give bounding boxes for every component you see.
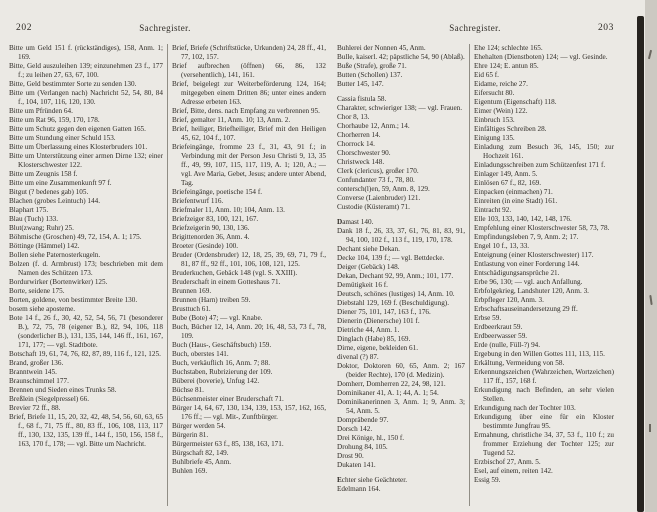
column-rule (167, 44, 168, 506)
index-entry: Erbschaftsauseinandersetzung 29 ff. (474, 305, 578, 313)
index-entry: Brennen und Sieden eines Trunks 58. (9, 386, 117, 394)
index-entry: Doktor, Doktoren 60, 65, Anm. 2; 167 (beider Rechte), 170 (d. Medizin). (337, 362, 465, 379)
index-entry: Blut(zwang; Ruhr) 25. (9, 224, 74, 232)
index-entry: Bitte, Geld bestimmter Sorte zu senden 130. (9, 80, 137, 88)
index-entry: Ermahnung, christliche 34, 37, 53 f., 110 f.; zu frommer Erziehung der Tochter 125; zur Tugend 52. (474, 431, 614, 457)
index-entry: Bitte um Rat 96, 159, 170, 178. (9, 116, 100, 124)
index-entry: Büchse 81. (172, 386, 204, 394)
index-entry: Bitte um Zeugnis 158 f. (9, 170, 78, 178)
index-entry: Bitte um Überlassung eines Klosterbruders 101. (9, 143, 148, 151)
index-entry: Briefmaler 11, Anm. 10; 104, Anm. 13. (172, 206, 285, 214)
index-entry: Einlösen 67 f., 82, 169. (474, 179, 542, 187)
index-entry: Einreiten (in eine Stadt) 161. (474, 197, 558, 205)
book-edge-pages (645, 0, 657, 512)
index-entry: Brevier 72 ff., 88. (9, 404, 61, 412)
index-entry: divenal (?) 87. (337, 353, 379, 361)
scan-artifact (649, 424, 651, 432)
index-entry: Erbe 96, 130; — vgl. auch Anfallung. (474, 278, 583, 286)
index-entry: Chorhaube 12, Anm.; 14. (337, 122, 410, 130)
index-entry: Damast 140. (337, 218, 374, 226)
index-entry: Bitte um eine Zusammenkunft 97 f. (9, 179, 112, 187)
index-column (474, 44, 614, 506)
index-entry: Brand, großer 136. (9, 359, 64, 367)
index-entry: Erde (nulle, Füll-?) 94. (474, 341, 541, 349)
index-entry: Erzbischof 27, Anm. 5. (474, 458, 541, 466)
index-entry: Butten (Schollen) 137. (337, 71, 403, 79)
index-entry: Converse (Laienbruder) 121. (337, 194, 421, 202)
index-entry: Eimer (Wein) 122. (474, 107, 528, 115)
index-entry: Einpacken (einmachen) 71. (474, 188, 553, 196)
index-entry: Blau (Tuch) 133. (9, 215, 59, 223)
index-entry: Erkältung, Vermeidung von 58. (474, 359, 565, 367)
index-entry: Christweck 148. (337, 158, 385, 166)
index-column (337, 44, 465, 506)
index-entry: Böttinge (Hämmel) 142. (9, 242, 80, 250)
index-entry: Branntwein 145. (9, 368, 57, 376)
index-entry: Brief, Briefe 11, 15, 20, 32, 42, 48, 54, 56, 60, 63, 65 f., 68 f., 71, 75 ff., 80, 83 ff., 106, 108, 113, 117 ff., 130, 132, 135, 139 ff., 144 f., 150, 156, 158 f., 163, 170 f., 178; — vgl. Bitte um Nachricht. (9, 413, 163, 448)
index-entry: Bruderkuchen, Gebäck 148 (vgl. S. XXIII). (172, 269, 298, 277)
index-entry: Echter siehe Geächteter. (337, 476, 408, 484)
index-entry: Buchstaben, Rubrizierung der 109. (172, 368, 273, 376)
index-entry: Empfehlung einer Klosterschwester 58, 73, 78. (474, 224, 610, 232)
index-entry: Bote 14 f., 26 f., 30, 42, 52, 54, 56, 71 (besonderer B.), 72, 75, 78 (eigener B.), 82, 94, 106, 118 (sonderlicher B.), 131, 135, 144, 146 ff., 161, 167, 171, 177; — vgl. Stadtbote. (9, 314, 163, 349)
index-entry: Charakter, schwieriger 138; — vgl. Frauen. (337, 104, 463, 112)
index-entry: Brusttuch 61. (172, 305, 211, 313)
index-entry: Bitte um (Verlangen nach) Nachricht 52, 54, 80, 84 f., 104, 107, 116, 120, 130. (9, 89, 163, 106)
text-columns-left (0, 44, 330, 506)
column-rule (469, 44, 470, 506)
page-header-right (330, 23, 640, 37)
index-entry: Briefzeigerin 90, 130, 136. (172, 224, 250, 232)
index-entry: Bitte um Schutz gegen den eigenen Gatten 165. (9, 125, 146, 133)
index-entry: Buhlbriefe 45, Anm. (172, 458, 232, 466)
index-entry: Einlager 149, Anm. 5. (474, 170, 538, 178)
index-entry: Einladungsschreiben zum Schützenfest 171 f. (474, 161, 606, 169)
index-entry: Erbfolgekrieg, Landshuter 120, Anm. 3. (474, 287, 589, 295)
text-columns-right (330, 44, 640, 506)
index-entry: Bürgermeister 63 f., 85, 138, 163, 171. (172, 440, 284, 448)
index-entry: Breßlein (Siegelpressel) 66. (9, 395, 90, 403)
index-entry: Dank 18 f., 26, 33, 37, 61, 76, 81, 83, 91, 94, 100, 102 f., 113 f., 119, 170, 178. (337, 227, 465, 244)
index-entry: Brunnen 169. (172, 287, 212, 295)
index-entry: Diebstahl 129, 169 f. (Beschuldigung). (337, 299, 449, 307)
page-header-left (0, 23, 330, 37)
index-entry: Erkundigung über eine für ein Kloster bestimmte Jungfrau 95. (474, 413, 614, 430)
index-entry: Buch, oberstes 141. (172, 350, 229, 358)
index-entry: Dietriche 44, Anm. 1. (337, 326, 400, 334)
index-entry: Deutsch, schönes (lustiges) 14, Anm. 10. (337, 290, 455, 298)
index-entry: Ehre 124; E. antun 85. (474, 62, 539, 70)
index-entry: Dukaten 141. (337, 461, 376, 469)
index-entry: Bürger 14, 64, 67, 130, 134, 139, 153, 157, 162, 165, 176 ff.; — vgl. Mit-, Zunftbürger. (172, 404, 326, 421)
index-entry: Erbse 59. (474, 314, 502, 322)
index-entry: Butter 145, 147. (337, 80, 384, 88)
index-entry: Elle 103, 133, 140, 142, 148, 176. (474, 215, 572, 223)
index-entry: Ehehalten (Dienstboten) 124; — vgl. Gesinde. (474, 53, 608, 61)
index-entry: Enteignung (einer Klosterschwester) 117. (474, 251, 594, 259)
index-entry: contersch(l)en, 59, Anm. 8, 129. (337, 185, 430, 193)
index-entry: Briefentwurf 116. (172, 197, 224, 205)
index-entry: Bitte um Stundung einer Schuld 153. (9, 134, 116, 142)
index-entry: Dirne, eigene, bekleiden 61. (337, 344, 419, 352)
index-entry: Borten, goldene, von bestimmter Breite 130. (9, 296, 138, 304)
index-entry: Bürgschaft 82, 149. (172, 449, 229, 457)
index-entry: Einbruch 153. (474, 116, 515, 124)
index-entry: Bordurwirker (Bortenwirker) 125. (9, 278, 108, 286)
index-entry: Erkundigung nach der Tochter 103. (474, 404, 576, 412)
index-entry: Essig 59. (474, 476, 501, 484)
index-entry: Buhlerei der Nonnen 45, Anm. (337, 44, 426, 52)
index-entry: Chorherren 14. (337, 131, 381, 139)
index-entry: Chorschwester 90. (337, 149, 391, 157)
index-entry: bosem siehe aposteme. (9, 305, 76, 313)
index-entry: Dechant siehe Dekan. (337, 245, 400, 253)
index-entry: Briefzeiger 83, 100, 121, 167. (172, 215, 259, 223)
index-entry: Empfindungsleben 7, 9, Anm. 2; 17. (474, 233, 579, 241)
page-number-right: 203 (597, 23, 614, 33)
index-entry: Bollen siehe Paternosterkugeln. (9, 251, 101, 259)
index-entry: Dominikanerinnen 3, Anm. 1; 9, Anm. 3; 54, Anm. 5. (337, 398, 465, 415)
index-entry: Entschädigungsansprüche 21. (474, 269, 560, 277)
running-title-right: Sachregister. (449, 23, 501, 33)
index-entry: Bruder (Ordensbruder) 12, 18, 25, 39, 69, 71, 79 f., 81, 87 ff., 92 ff., 101, 106, 108, 121, 125. (172, 251, 326, 268)
index-entry: Bitgut (? bedenes gab) 105. (9, 188, 89, 196)
index-entry: Decke 104, 139 f.; — vgl. Bettdecke. (337, 254, 445, 262)
index-entry: Einfältiges Schreiben 28. (474, 125, 547, 133)
index-entry: Dominikaner 41, A. 1; 44, A. 1; 54. (337, 389, 439, 397)
index-entry: Eifersucht 80. (474, 89, 515, 97)
index-entry: Brunnen (Harn) treiben 59. (172, 296, 251, 304)
index-entry: Drost 90. (337, 452, 364, 460)
index-entry: Dompräbende 97. (337, 416, 389, 424)
index-entry: Bruderschaft in einem Gotteshaus 71. (172, 278, 281, 286)
index-entry: Ergebung in den Willen Gottes 111, 113, 115. (474, 350, 605, 358)
index-entry: Dekan, Dechant 92, 99, Anm.; 101, 177. (337, 272, 454, 280)
index-entry: Briefeingänge, poetische 154 f. (172, 188, 263, 196)
index-entry: Brief aufbrechen (öffnen) 66, 86, 132 (versehentlich), 141, 161. (172, 62, 326, 79)
index-entry: Erbpfleger 120, Anm. 3. (474, 296, 544, 304)
index-entry: Bürger werden 54. (172, 422, 226, 430)
index-entry: Brief, beigelegt zur Weiterbeförderung 124, 164; mitgegeben einem Dritten 86; unter eines andern Adresse erbeten 163. (172, 80, 326, 106)
index-entry: Brief, gemalter 11, Anm. 10; 13, Anm. 2. (172, 116, 291, 124)
index-entry: Bulle, kaiserl. 42; päpstliche 54, 90 (Ablaß). (337, 53, 465, 61)
index-entry: Bürgerin 81. (172, 431, 209, 439)
index-entry: Entlastung von einer Forderung 144. (474, 260, 580, 268)
index-entry: Dinglach (Habe) 85, 169. (337, 335, 411, 343)
index-entry: Bitte, Geld auszuleihen 139; einzunehmen 23 f., 177 f.; zu leihen 27, 63, 67, 100. (9, 62, 163, 79)
index-entry: Einigung 135. (474, 134, 515, 142)
index-column (172, 44, 326, 506)
index-entry: Eintracht 92. (474, 206, 512, 214)
index-entry: Edelmann 164. (337, 485, 381, 493)
index-entry: Drohung 84, 105. (337, 443, 388, 451)
index-entry: Buhlen 169. (172, 467, 208, 475)
index-entry: Brief, Bitte, dens. nach Empfang zu verbrennen 95. (172, 107, 320, 115)
index-entry: Briefeingänge, fromme 23 f., 31, 43, 91 f.; in Verbindung mit der Person Jesu Christi 9, 13, 35 ff., 49, 99, 107, 115, 117, 119, A. 1; 120, A.; — vgl. Ave Maria, Gebet, Jesus; andere unter Abend, Tag. (172, 143, 326, 187)
index-entry: Böhmische (Groschen) 49, 72, 154, A. 1; 175. (9, 233, 142, 241)
index-entry: Einladung zum Besuch 36, 145, 150; zur Hochzeit 161. (474, 143, 614, 160)
index-column (9, 44, 163, 506)
index-entry: Borte, seidene 175. (9, 287, 65, 295)
index-entry: Bolzen (f. d. Armbrust) 173; beschrieben mit dem Namen des Schützen 173. (9, 260, 163, 277)
index-entry: Chorrock 14. (337, 140, 375, 148)
index-entry: Eigentum (Eigenschaft) 118. (474, 98, 557, 106)
book-edge-shadow (637, 16, 644, 512)
index-entry: Esel, auf einem, reiten 142. (474, 467, 553, 475)
index-entry: Brigittenorden 36, Anm. 4. (172, 233, 250, 241)
index-entry: Cassia fistula 58. (337, 95, 387, 103)
index-entry: Erdbeerkraut 59. (474, 323, 523, 331)
index-entry: Custodie (Küsteramt) 71. (337, 203, 410, 211)
index-entry: Drei Könige, hl., 150 f. (337, 434, 405, 442)
index-entry: Deiger (Gebäck) 148. (337, 263, 400, 271)
index-entry: Bitte um Unterstützung einer armen Dirne 132; einer Klosterschwester 122. (9, 152, 163, 169)
index-entry: Chor 8, 13. (337, 113, 370, 121)
index-entry: Ehe 124; schlechte 165. (474, 44, 543, 52)
index-entry: Broeter (Gesinde) 100. (172, 242, 239, 250)
page-number-left: 202 (16, 23, 33, 33)
index-entry: Diener 75, 101, 147, 163 f., 176. (337, 308, 431, 316)
running-title-left: Sachregister. (139, 23, 191, 33)
index-entry: Botschaft 19, 61, 74, 76, 82, 87, 89, 116 f., 121, 125. (9, 350, 161, 358)
index-entry: Büberei (boverie), Unfug 142. (172, 377, 260, 385)
index-entry: Erdbeerwasser 59. (474, 332, 528, 340)
index-entry: Braunschimmel 177. (9, 377, 69, 385)
index-entry: Büchsenmeister einer Bruderschaft 71. (172, 395, 284, 403)
index-entry: Bube (Bote) 47; — vgl. Knabe. (172, 314, 263, 322)
index-entry: Erkennungszeichen (Wahrzeichen, Wortzeichen) 117 ff., 157, 168 f. (474, 368, 614, 385)
index-entry: Brief, heiliger, Briefheiliger, Brief mit den Heiligen 45, 62, 104 f., 107. (172, 125, 326, 142)
index-entry: Clerk (clericus), großer 170. (337, 167, 419, 175)
index-entry: Eid 65 f. (474, 71, 499, 79)
index-entry: Dorsch 142. (337, 425, 373, 433)
index-entry: Dienerin (Dienersche) 101 f. (337, 317, 420, 325)
index-entry: Buße (Strafe), große 71. (337, 62, 407, 70)
index-entry: Demütigkeit 16 f. (337, 281, 388, 289)
index-entry: Buch (Haus-, Geschäftsbuch) 159. (172, 341, 272, 349)
index-entry: Domherr, Domherren 22, 24, 98, 121. (337, 380, 446, 388)
index-entry: Bitte um Geld 151 f. (rückständiges), 158, Anm. 1; 169. (9, 44, 163, 61)
index-entry: Buch, verkäuflich 16, Anm. 7; 88. (172, 359, 271, 367)
index-entry: Confundanter 73 f., 78, 80. (337, 176, 415, 184)
index-entry: Brief, Briefe (Schriftstücke, Urkunden) 24, 28 ff., 41, 77, 102, 157. (172, 44, 326, 61)
index-entry: Blaphart 175. (9, 206, 49, 214)
index-entry: Engel 10 f., 13, 33. (474, 242, 530, 250)
index-entry: Buch, Bücher 12, 14, Anm. 20; 16, 48, 53, 73 f., 78, 109. (172, 323, 326, 340)
index-entry: Eidame, reiche 27. (474, 80, 528, 88)
index-entry: Erkundigung nach Befinden, an sehr vielen Stellen. (474, 386, 614, 403)
index-entry: Bitte um Pfründen 64. (9, 107, 73, 115)
index-entry: Blachen (grobes Leintuch) 144. (9, 197, 101, 205)
page-203 (330, 0, 640, 512)
